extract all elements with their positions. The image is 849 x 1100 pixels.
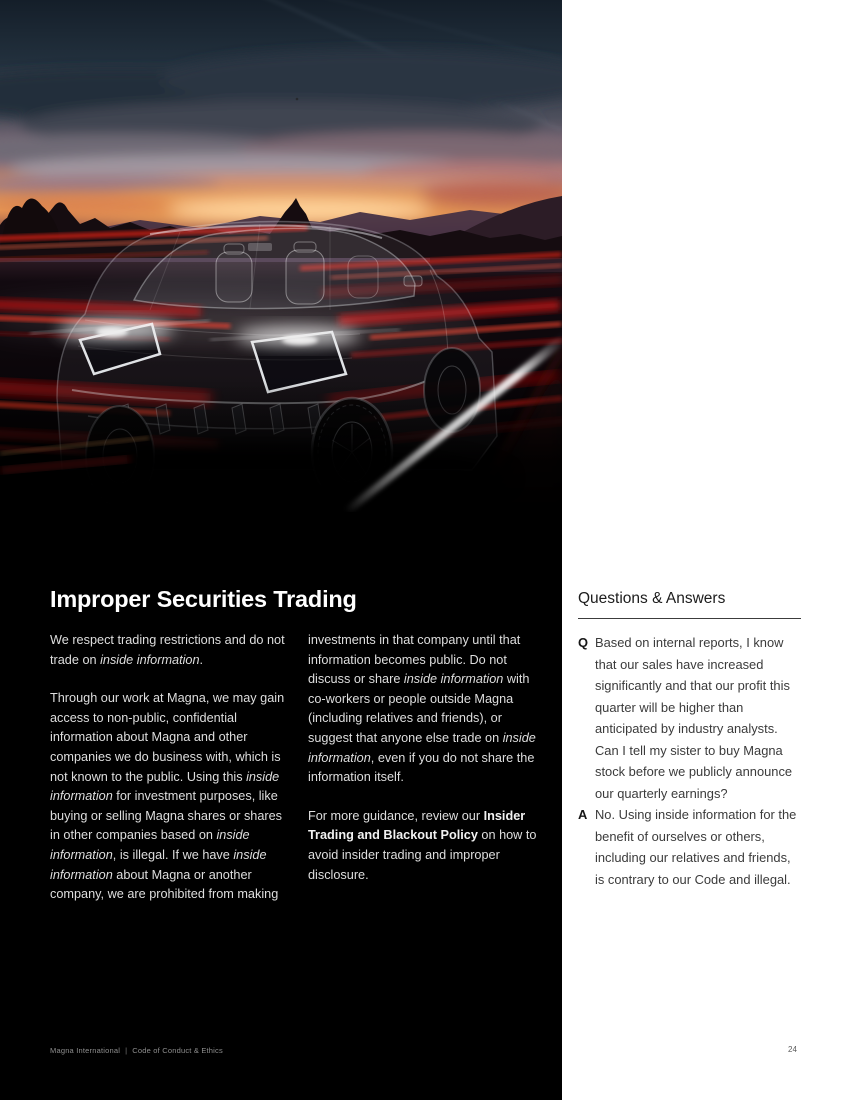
paragraph: investments in that company until that information becomes public. Do not discuss or share inside information with co-workers or people outside Magna (including relatives and friends), or suggest that anyone else trade on inside information, even if you do not share the information itself.	[308, 633, 536, 785]
footer-separator: |	[125, 1046, 128, 1055]
paragraph: We respect trading restrictions and do not trade on inside information.	[50, 633, 285, 667]
paragraph: For more guidance, review our Insider Trading and Blackout Policy on how to avoid insider trading and improper disclosure.	[308, 808, 537, 882]
qa-marker: A	[578, 807, 588, 822]
body-column-1	[50, 631, 291, 924]
qa-heading: Questions & Answers	[578, 590, 801, 619]
body-columns	[50, 631, 550, 924]
qa-text: No. Using inside information for the benefit of ourselves or others, including our relatives and friends, is contrary to our Code and illegal.	[595, 807, 797, 887]
footer	[50, 1046, 223, 1055]
qa-item	[578, 632, 801, 804]
page-title: Improper Securities Trading	[50, 586, 357, 612]
body-column-2	[308, 631, 549, 924]
qa-item	[578, 804, 801, 890]
paragraph: Through our work at Magna, we may gain access to non-public, confidential information about Magna and other companies we do business with, which is not known to the public. Using this inside information for investment purposes, like buying or selling Magna shares or shares in other companies based on inside information, is illegal. If we have inside information about Magna or another company, we are prohibited from making	[50, 691, 285, 902]
footer-doc-title: Code of Conduct & Ethics	[132, 1046, 223, 1055]
qa-list	[578, 632, 801, 890]
footer-brand: Magna International	[50, 1046, 121, 1055]
qa-marker: Q	[578, 635, 589, 650]
questions-answers-section	[578, 590, 801, 890]
qa-text: Based on internal reports, I know that our sales have increased significantly and that our profit this quarter will be higher than anticipated by industry analysts. Can I tell my sister to buy Magna stock before we publicly announce our quarterly earnings?	[595, 635, 793, 801]
hero-image	[0, 0, 562, 512]
page-number: 24	[788, 1045, 797, 1054]
sidebar-panel	[562, 0, 849, 1100]
